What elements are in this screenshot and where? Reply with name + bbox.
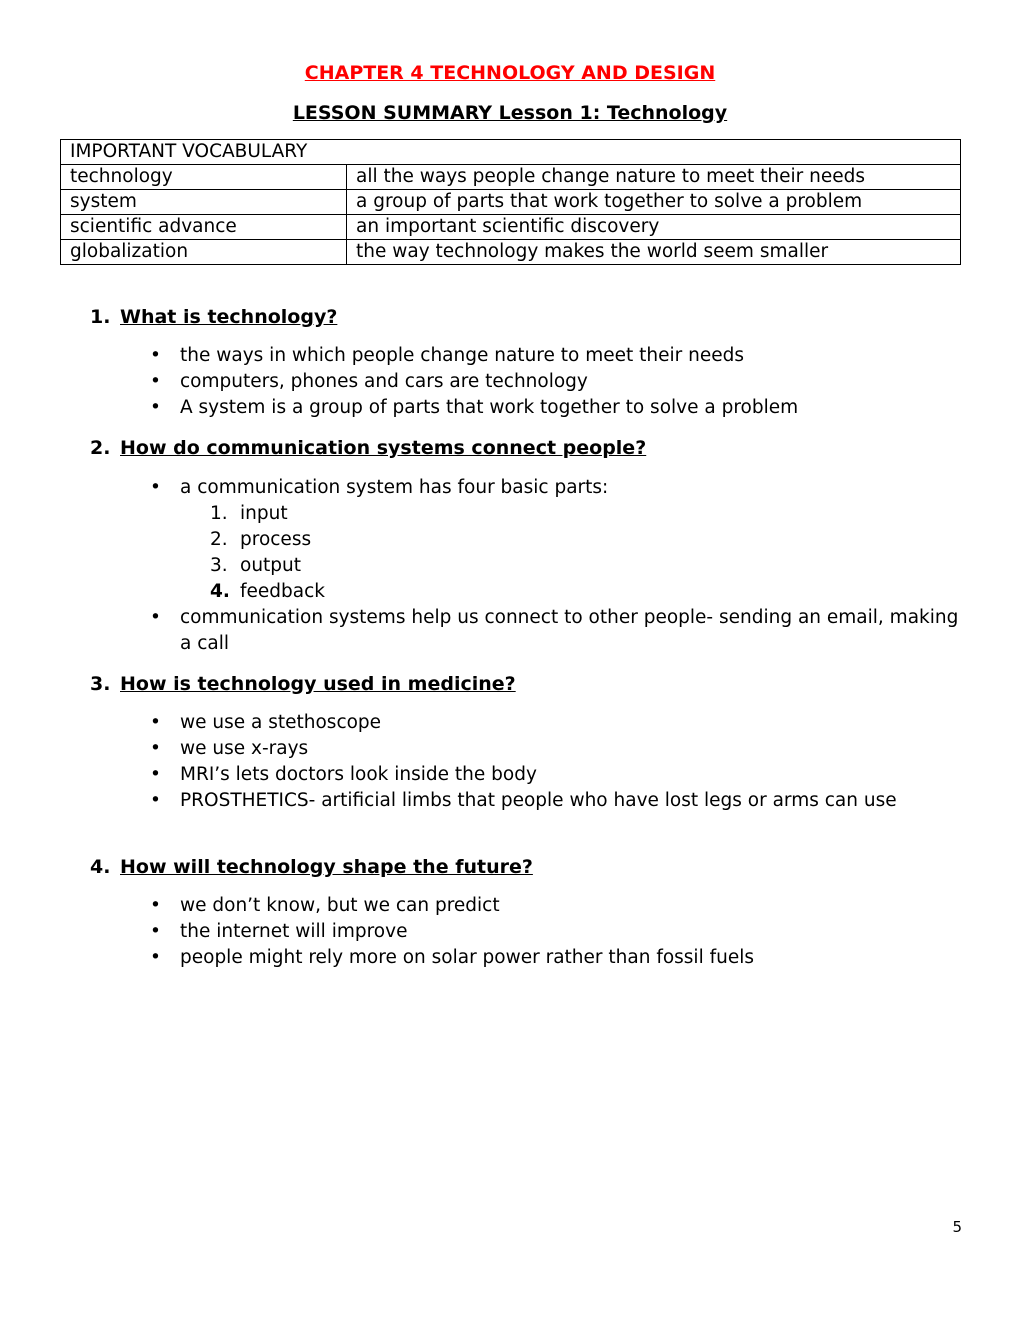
parts-list (180, 501, 960, 605)
bullet-icon: • (150, 738, 161, 759)
bullet-icon: • (150, 477, 161, 498)
list-item-text: a communication system has four basic parts: (180, 477, 609, 498)
bullet-list (90, 343, 960, 421)
list-item (90, 788, 960, 814)
part-item (180, 579, 960, 605)
vocabulary-definition: a group of parts that work together to solve a problem (347, 190, 961, 215)
question-heading (90, 435, 960, 461)
question-number: 2. (90, 437, 111, 459)
vocabulary-term: system (61, 190, 347, 215)
part-label: process (240, 529, 312, 550)
vocabulary-row (61, 240, 961, 265)
list-item (90, 475, 960, 605)
bullet-list (90, 475, 960, 657)
part-label: feedback (240, 581, 325, 602)
question-number: 3. (90, 673, 111, 695)
vocabulary-term: technology (61, 165, 347, 190)
vocabulary-header: IMPORTANT VOCABULARY (61, 140, 961, 165)
part-number: 3. (210, 555, 228, 576)
question-heading (90, 671, 960, 697)
question-title: How is technology used in medicine? (120, 673, 516, 695)
bullet-icon: • (150, 764, 161, 785)
question-title: How will technology shape the future? (120, 856, 533, 878)
bullet-icon: • (150, 895, 161, 916)
bullet-icon: • (150, 712, 161, 733)
vocabulary-term: scientific advance (61, 215, 347, 240)
vocabulary-row (61, 165, 961, 190)
part-number: 1. (210, 503, 228, 524)
vocabulary-row (61, 215, 961, 240)
vocabulary-definition: all the ways people change nature to meet their needs (347, 165, 961, 190)
part-item (180, 501, 960, 527)
list-item-text: we don’t know, but we can predict (180, 895, 500, 916)
chapter-title: CHAPTER 4 TECHNOLOGY AND DESIGN (304, 62, 716, 84)
list-item-text: the ways in which people change nature to meet their needs (180, 345, 744, 366)
vocabulary-definition: the way technology makes the world seem smaller (347, 240, 961, 265)
list-item-text: MRI’s lets doctors look inside the body (180, 764, 537, 785)
part-label: output (240, 555, 302, 576)
list-item (90, 893, 960, 919)
list-item (90, 605, 960, 657)
list-item-text: A system is a group of parts that work together to solve a problem (180, 397, 799, 418)
question-title: What is technology? (120, 306, 338, 328)
list-item-text: we use x-rays (180, 738, 309, 759)
bullet-list (90, 710, 960, 814)
bullet-icon: • (150, 397, 161, 418)
question-heading (90, 854, 960, 880)
bullet-icon: • (150, 345, 161, 366)
bullet-icon: • (150, 790, 161, 811)
list-item (90, 762, 960, 788)
question-section-1 (90, 304, 960, 421)
list-item-text: we use a stethoscope (180, 712, 382, 733)
list-item (90, 343, 960, 369)
question-number: 1. (90, 306, 111, 328)
bullet-list (90, 893, 960, 971)
part-item (180, 553, 960, 579)
list-item-text: people might rely more on solar power rather than fossil fuels (180, 947, 754, 968)
vocabulary-header-row (61, 140, 961, 165)
part-number: 2. (210, 529, 228, 550)
vocabulary-term: globalization (61, 240, 347, 265)
question-title: How do communication systems connect people? (120, 437, 647, 459)
question-section-2 (90, 435, 960, 657)
question-section-4 (90, 854, 960, 971)
vocabulary-table (60, 139, 961, 265)
question-number: 4. (90, 856, 111, 878)
list-item-text: PROSTHETICS- artificial limbs that people who have lost legs or arms can use (180, 790, 897, 811)
list-item (90, 395, 960, 421)
vocabulary-definition: an important scientific discovery (347, 215, 961, 240)
list-item (90, 710, 960, 736)
part-item (180, 527, 960, 553)
list-item-text: computers, phones and cars are technology (180, 371, 588, 392)
bullet-icon: • (150, 607, 161, 628)
part-number: 4. (210, 581, 230, 602)
part-label: input (240, 503, 288, 524)
page-number: 5 (952, 1218, 962, 1236)
vocabulary-row (61, 190, 961, 215)
bullet-icon: • (150, 921, 161, 942)
list-item (90, 945, 960, 971)
bullet-icon: • (150, 947, 161, 968)
question-section-3 (90, 671, 960, 814)
list-item (90, 736, 960, 762)
lesson-title: LESSON SUMMARY Lesson 1: Technology (292, 102, 728, 124)
question-heading (90, 304, 960, 330)
list-item (90, 369, 960, 395)
bullet-icon: • (150, 371, 161, 392)
list-item-text: the internet will improve (180, 921, 408, 942)
list-item (90, 919, 960, 945)
list-item-text: communication systems help us connect to other people- sending an email, making a call (180, 607, 959, 654)
